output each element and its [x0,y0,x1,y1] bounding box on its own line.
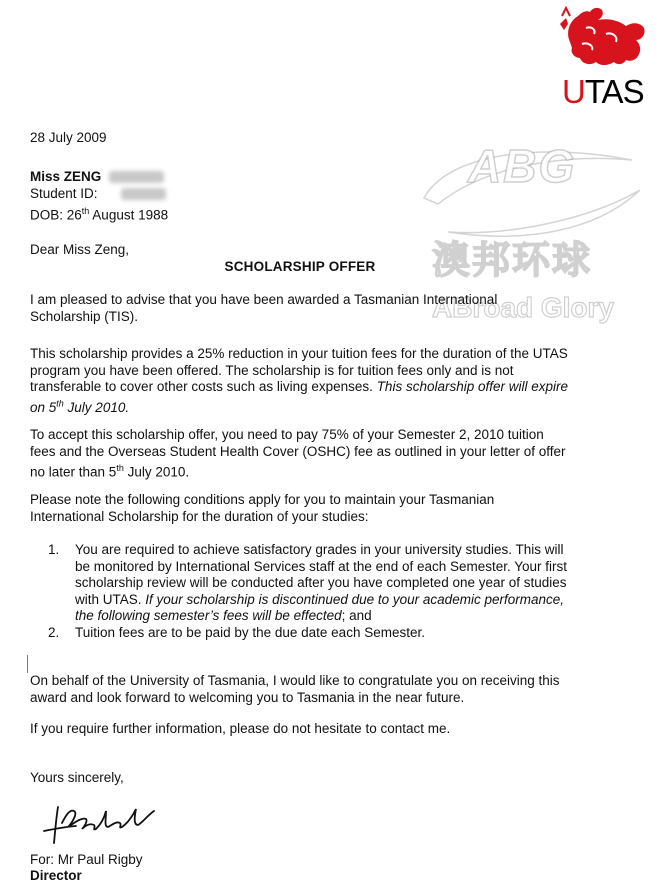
paragraph-contact: If you require further information, please do not hesitate to contact me. [30,721,451,736]
watermark-english: ABroad Glory [432,292,615,323]
letter-title: SCHOLARSHIP OFFER [224,259,376,274]
utas-wordmark: UTAS [562,73,644,110]
letter-date: 28 July 2009 [30,130,107,145]
text-cursor [27,655,30,673]
paragraph-congratulations: On behalf of the University of Tasmania, I would like to congratulate you on receiving this award and look forward to welcoming you to Tasmania in the near future. [30,673,560,705]
paragraph-scholarship-terms: This scholarship provides a 25% reduction in your tuition fees for the duration of the UTAS program you have been offered. The scholarship is for tuition fees only and is not transferable to cover other costs such as living expenses. This scholarship offer will expire on 5th July 2010. [30,346,569,415]
watermark-abg: ABG [468,140,577,192]
watermark-chinese: 澳邦环球 [432,238,593,282]
closing: Yours sincerely, [30,770,124,785]
redacted-student-id [121,188,166,200]
conditions-list [48,542,568,641]
handwritten-signature [40,793,160,845]
paragraph-award: I am pleased to advise that you have been awarded a Tasmanian International Scholarship (TIS). [30,292,498,324]
student-id: Student ID: [30,186,590,203]
utas-logo [556,4,652,112]
recipient-name: Miss ZENG [30,169,590,186]
salutation: Dear Miss Zeng, [30,242,130,257]
list-item: 1. You are required to achieve satisfactory grades in your university studies. This will be monitored by International Services staff at the end of each Semester. Your first scholarship review will be conducted after you have completed one year of studies with UTAS. If your scholarship is discontinued due to your academic performance, the following semester’s fees will be effected; and [48,542,568,623]
date-of-birth: DOB: 26th August 1988 [30,206,169,223]
signatory-line: For: Mr Paul Rigby [30,852,143,867]
redacted-given-name [109,171,164,183]
paragraph-conditions: Please note the following conditions apply for you to maintain your Tasmanian International Scholarship for the duration of your studies: [30,492,495,524]
list-item: 2. Tuition fees are to be paid by the due date each Semester. [48,624,425,640]
red-lion-crest-icon [556,4,652,74]
signatory-title: Director [30,868,82,883]
paragraph-acceptance: To accept this scholarship offer, you need to pay 75% of your Semester 2, 2010 tuition fees and the Overseas Student Health Cover (OSHC) fee as outlined in your letter of offer no later than 5th July 2010. [30,427,566,480]
